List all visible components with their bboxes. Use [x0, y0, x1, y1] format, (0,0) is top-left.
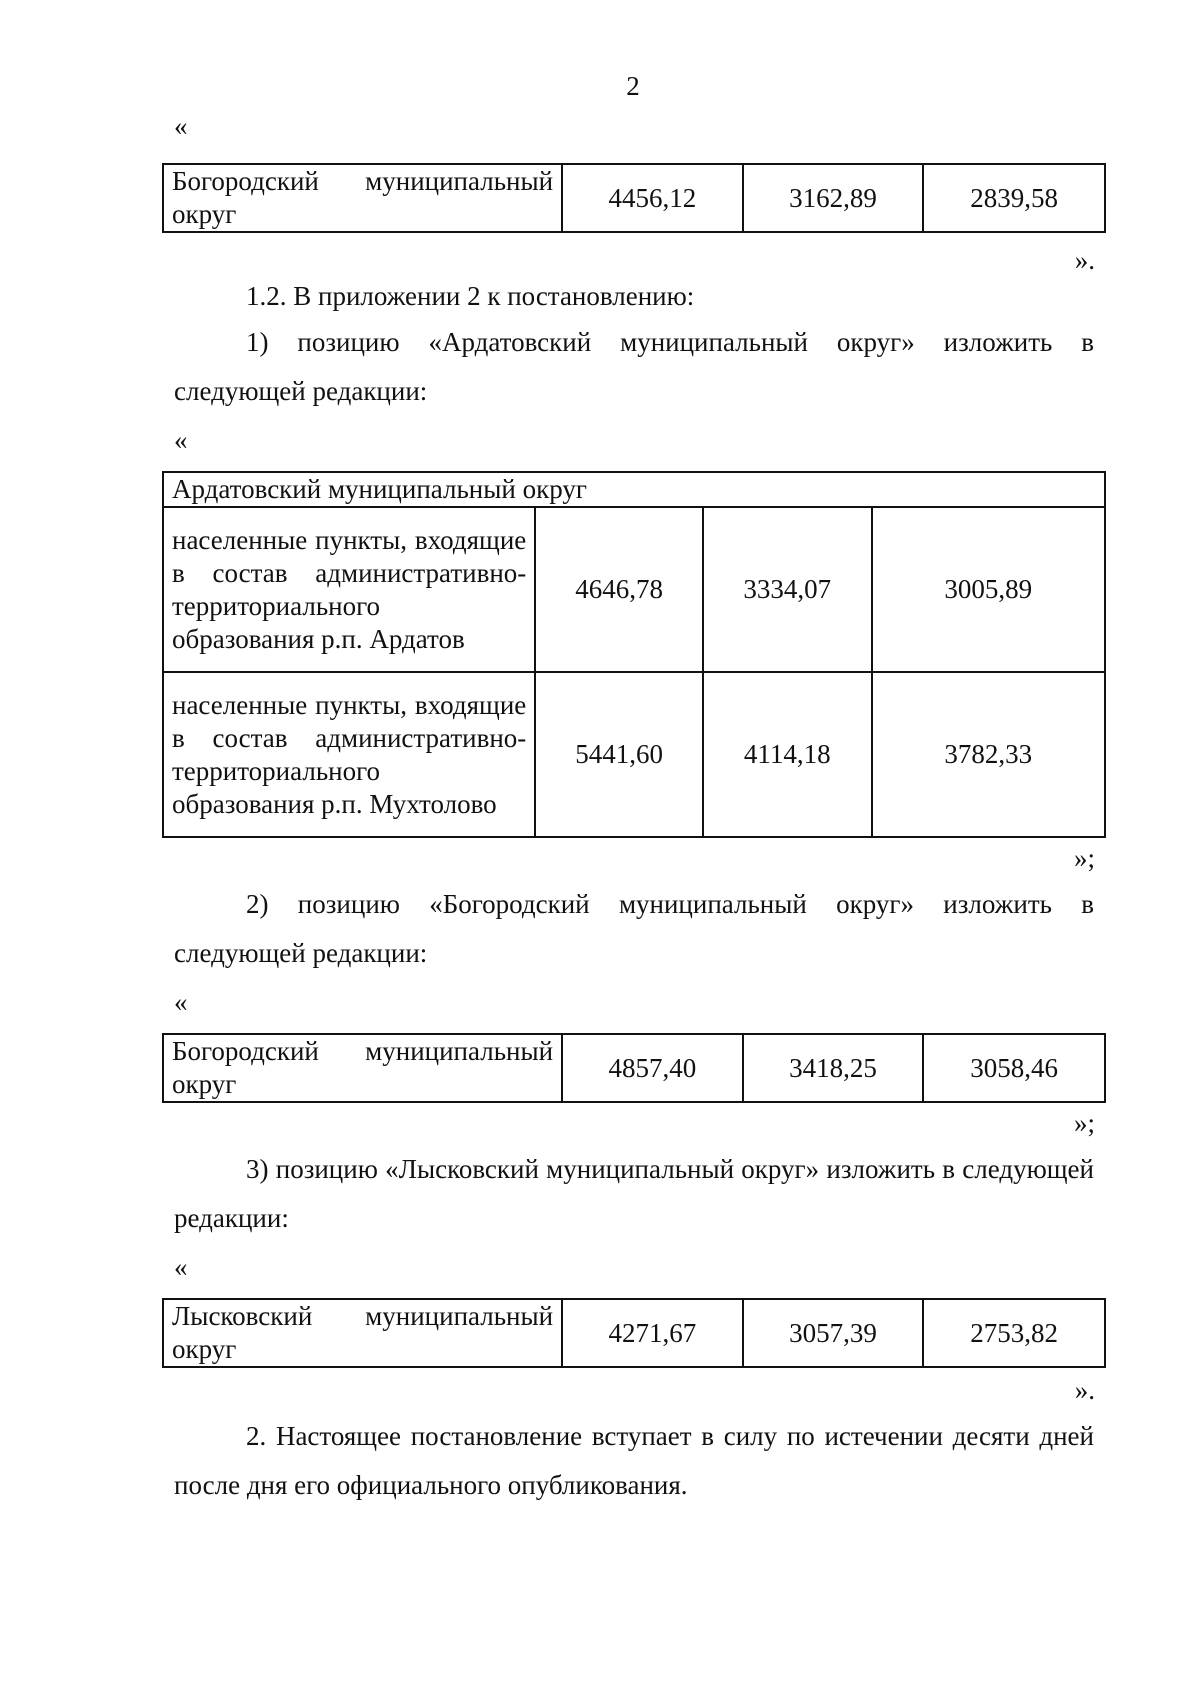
value-cell: 4456,12 — [562, 164, 743, 232]
district-name-cell: Лысковский муниципальный округ — [163, 1299, 562, 1367]
table-row — [163, 164, 1105, 232]
district-name-cell: Богородский муниципальный округ — [163, 164, 562, 232]
table-lyskovsky — [162, 1298, 1106, 1368]
value-cell: 4646,78 — [535, 507, 703, 672]
page-number: 2 — [626, 71, 640, 101]
table-header-row — [163, 472, 1105, 507]
paragraph-1-2: 1.2. В приложении 2 к постановлению: — [246, 281, 695, 311]
table-bogorodsky-2 — [162, 1033, 1106, 1103]
open-quote: « — [174, 111, 188, 141]
value-cell: 3058,46 — [923, 1034, 1105, 1102]
value-cell: 3418,25 — [743, 1034, 924, 1102]
value-cell: 4114,18 — [703, 672, 872, 837]
value-cell: 3057,39 — [743, 1299, 924, 1367]
close-quote: ». — [1074, 1375, 1095, 1405]
value-cell: 3334,07 — [703, 507, 872, 672]
district-name-cell: Богородский муниципальный округ — [163, 1034, 562, 1102]
value-cell: 2753,82 — [923, 1299, 1105, 1367]
close-quote: »; — [1073, 843, 1095, 873]
table-header-cell: Ардатовский муниципальный округ — [163, 472, 1105, 507]
value-cell: 5441,60 — [535, 672, 703, 837]
table-row — [163, 507, 1105, 672]
value-cell: 2839,58 — [923, 164, 1105, 232]
open-quote: « — [174, 425, 188, 455]
close-quote: »; — [1073, 1108, 1095, 1138]
settlement-name-cell: населенные пункты, входящие в состав административно-территориального образования р.п. Мухтолово — [163, 672, 535, 837]
open-quote: « — [174, 1252, 188, 1282]
paragraph-2: 2. Настоящее постановление вступает в силу по истечении десяти дней после дня его официального опубликования. — [174, 1421, 1094, 1500]
table-row — [163, 1299, 1105, 1367]
table-bogorodsky-1 — [162, 163, 1106, 233]
value-cell: 3005,89 — [872, 507, 1105, 672]
open-quote: « — [174, 987, 188, 1017]
settlement-name-cell: населенные пункты, входящие в состав административно-территориального образования р.п. Ардатов — [163, 507, 535, 672]
table-row — [163, 672, 1105, 837]
value-cell: 4271,67 — [562, 1299, 743, 1367]
item-1-text: 1) позицию «Ардатовский муниципальный округ» изложить в следующей редакции: — [174, 327, 1094, 406]
item-2-text: 2) позицию «Богородский муниципальный округ» изложить в следующей редакции: — [174, 889, 1094, 968]
value-cell: 3782,33 — [872, 672, 1105, 837]
value-cell: 4857,40 — [562, 1034, 743, 1102]
close-quote: ». — [1074, 245, 1095, 275]
value-cell: 3162,89 — [743, 164, 924, 232]
table-ardatovsky — [162, 471, 1106, 838]
item-3-text: 3) позицию «Лысковский муниципальный округ» изложить в следующей редакции: — [174, 1154, 1094, 1233]
table-row — [163, 1034, 1105, 1102]
